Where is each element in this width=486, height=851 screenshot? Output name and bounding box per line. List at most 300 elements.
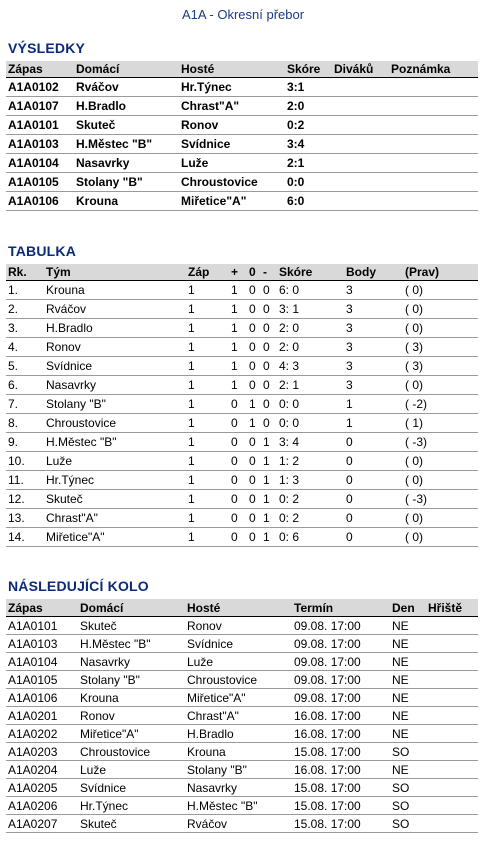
results-header-row: [6, 61, 478, 78]
standings-cell-rk: 14.: [6, 528, 44, 547]
standings-cell-0: 1: [247, 395, 261, 414]
standings-cell-rk: 3.: [6, 319, 44, 338]
standings-cell-zap: 1: [186, 357, 229, 376]
table-row: [6, 376, 478, 395]
standings-cell-col-3: 0: [229, 433, 247, 452]
results-cell-skore: 6:0: [285, 192, 332, 211]
standings-cell-prav: ( -3): [403, 490, 478, 509]
fixtures-cell-den: NE: [390, 707, 426, 725]
standings-cell-0: 0: [247, 300, 261, 319]
results-cell-poznamka: [389, 97, 478, 116]
fixtures-cell-zapas: A1A0205: [6, 779, 78, 797]
fixtures-cell-den: SO: [390, 797, 426, 815]
standings-cell-skore: 1: 2: [277, 452, 344, 471]
results-cell-skore: 2:0: [285, 97, 332, 116]
standings-cell-body: 0: [344, 528, 403, 547]
standings-cell-0: 0: [247, 528, 261, 547]
standings-cell-skore: 0: 0: [277, 414, 344, 433]
standings-cell-col-3: 0: [229, 509, 247, 528]
standings-col-body: Body: [344, 264, 403, 281]
fixtures-cell-hoste: Rváčov: [185, 815, 292, 833]
fixtures-cell-domaci: Skuteč: [78, 617, 185, 635]
table-row: [6, 154, 478, 173]
results-cell-divaku: [332, 192, 389, 211]
standings-cell-tym: Ronov: [44, 338, 186, 357]
fixtures-cell-den: NE: [390, 671, 426, 689]
results-cell-hoste: Chroustovice: [179, 173, 285, 192]
standings-cell-col-5: 0: [261, 395, 277, 414]
standings-cell-skore: 0: 0: [277, 395, 344, 414]
fixtures-cell-termin: 09.08. 17:00: [292, 653, 390, 671]
table-row: [6, 433, 478, 452]
standings-cell-col-3: 0: [229, 395, 247, 414]
standings-cell-col-5: 0: [261, 300, 277, 319]
results-cell-divaku: [332, 173, 389, 192]
standings-cell-0: 0: [247, 319, 261, 338]
standings-cell-skore: 6: 0: [277, 281, 344, 300]
standings-cell-rk: 7.: [6, 395, 44, 414]
fixtures-cell-hoste: Krouna: [185, 743, 292, 761]
standings-table: [6, 264, 478, 547]
table-row: [6, 635, 478, 653]
standings-cell-col-5: 1: [261, 471, 277, 490]
results-cell-domaci: Nasavrky: [74, 154, 179, 173]
standings-cell-prav: ( 0): [403, 509, 478, 528]
table-row: [6, 135, 478, 154]
standings-cell-tym: H.Městec "B": [44, 433, 186, 452]
fixtures-cell-hriste: [426, 617, 478, 635]
standings-cell-body: 1: [344, 414, 403, 433]
table-row: [6, 743, 478, 761]
standings-cell-0: 0: [247, 452, 261, 471]
standings-cell-0: 0: [247, 509, 261, 528]
results-cell-divaku: [332, 116, 389, 135]
standings-cell-prav: ( -3): [403, 433, 478, 452]
standings-cell-col-3: 0: [229, 490, 247, 509]
standings-cell-col-5: 0: [261, 357, 277, 376]
fixtures-cell-hoste: Svídnice: [185, 635, 292, 653]
standings-cell-rk: 5.: [6, 357, 44, 376]
results-cell-domaci: H.Bradlo: [74, 97, 179, 116]
standings-col-tym: Tým: [44, 264, 186, 281]
fixtures-cell-den: NE: [390, 761, 426, 779]
standings-cell-tym: Miřetice"A": [44, 528, 186, 547]
standings-cell-body: 3: [344, 357, 403, 376]
standings-cell-zap: 1: [186, 281, 229, 300]
fixtures-cell-domaci: Svídnice: [78, 779, 185, 797]
standings-cell-col-3: 0: [229, 452, 247, 471]
results-cell-divaku: [332, 135, 389, 154]
results-col-zapas: Zápas: [6, 61, 74, 78]
results-col-hoste: Hosté: [179, 61, 285, 78]
fixtures-cell-termin: 09.08. 17:00: [292, 671, 390, 689]
standings-cell-prav: ( 3): [403, 338, 478, 357]
fixtures-cell-hriste: [426, 797, 478, 815]
fixtures-cell-termin: 15.08. 17:00: [292, 743, 390, 761]
fixtures-cell-termin: 16.08. 17:00: [292, 761, 390, 779]
fixtures-header-row: [6, 599, 478, 617]
table-row: [6, 815, 478, 833]
standings-cell-body: 0: [344, 490, 403, 509]
fixtures-cell-termin: 15.08. 17:00: [292, 779, 390, 797]
standings-cell-tym: Chrast"A": [44, 509, 186, 528]
fixtures-col-hoste: Hosté: [185, 599, 292, 617]
fixtures-cell-hoste: Nasavrky: [185, 779, 292, 797]
fixtures-cell-termin: 09.08. 17:00: [292, 635, 390, 653]
table-row: [6, 761, 478, 779]
standings-cell-0: 0: [247, 471, 261, 490]
results-cell-zapas: A1A0103: [6, 135, 74, 154]
standings-cell-body: 3: [344, 319, 403, 338]
standings-cell-col-3: 1: [229, 281, 247, 300]
standings-col-prav: (Prav): [403, 264, 478, 281]
standings-cell-skore: 3: 4: [277, 433, 344, 452]
standings-cell-prav: ( 1): [403, 414, 478, 433]
table-row: [6, 395, 478, 414]
standings-cell-zap: 1: [186, 452, 229, 471]
table-row: [6, 97, 478, 116]
table-row: [6, 338, 478, 357]
results-cell-domaci: H.Městec "B": [74, 135, 179, 154]
standings-cell-tym: Stolany "B": [44, 395, 186, 414]
fixtures-cell-domaci: Chroustovice: [78, 743, 185, 761]
standings-cell-rk: 13.: [6, 509, 44, 528]
fixtures-cell-hriste: [426, 707, 478, 725]
standings-cell-col-5: 1: [261, 433, 277, 452]
results-cell-domaci: Rváčov: [74, 78, 179, 97]
fixtures-cell-hoste: Chrast"A": [185, 707, 292, 725]
fixtures-cell-zapas: A1A0105: [6, 671, 78, 689]
results-cell-poznamka: [389, 173, 478, 192]
standings-cell-col-3: 1: [229, 357, 247, 376]
standings-cell-skore: 0: 2: [277, 509, 344, 528]
fixtures-cell-termin: 09.08. 17:00: [292, 617, 390, 635]
fixtures-cell-domaci: H.Městec "B": [78, 635, 185, 653]
standings-cell-body: 0: [344, 452, 403, 471]
standings-cell-zap: 1: [186, 395, 229, 414]
results-table: [6, 61, 478, 211]
results-cell-zapas: A1A0102: [6, 78, 74, 97]
standings-cell-tym: Krouna: [44, 281, 186, 300]
standings-cell-skore: 1: 3: [277, 471, 344, 490]
standings-cell-rk: 10.: [6, 452, 44, 471]
results-cell-divaku: [332, 97, 389, 116]
table-row: [6, 319, 478, 338]
standings-cell-zap: 1: [186, 376, 229, 395]
fixtures-cell-zapas: A1A0106: [6, 689, 78, 707]
table-row: [6, 707, 478, 725]
fixtures-col-domaci: Domácí: [78, 599, 185, 617]
table-row: [6, 797, 478, 815]
fixtures-cell-hoste: Luže: [185, 653, 292, 671]
table-row: [6, 173, 478, 192]
fixtures-cell-den: SO: [390, 743, 426, 761]
fixtures-col-termin: Termín: [292, 599, 390, 617]
standings-cell-col-3: 1: [229, 300, 247, 319]
standings-cell-prav: ( 0): [403, 319, 478, 338]
fixtures-cell-hoste: Ronov: [185, 617, 292, 635]
results-cell-hoste: Luže: [179, 154, 285, 173]
results-col-skore: Skóre: [285, 61, 332, 78]
fixtures-cell-termin: 15.08. 17:00: [292, 797, 390, 815]
fixtures-cell-den: NE: [390, 689, 426, 707]
standings-cell-tym: Nasavrky: [44, 376, 186, 395]
fixtures-cell-zapas: A1A0104: [6, 653, 78, 671]
standings-cell-skore: 0: 2: [277, 490, 344, 509]
standings-cell-0: 0: [247, 281, 261, 300]
fixtures-cell-domaci: Krouna: [78, 689, 185, 707]
fixtures-cell-hoste: Miřetice"A": [185, 689, 292, 707]
standings-cell-body: 3: [344, 281, 403, 300]
table-row: [6, 653, 478, 671]
results-cell-hoste: Ronov: [179, 116, 285, 135]
standings-cell-rk: 6.: [6, 376, 44, 395]
results-cell-hoste: Miřetice"A": [179, 192, 285, 211]
fixtures-cell-hriste: [426, 725, 478, 743]
standings-cell-zap: 1: [186, 319, 229, 338]
standings-cell-0: 0: [247, 357, 261, 376]
results-cell-poznamka: [389, 135, 478, 154]
fixtures-cell-zapas: A1A0206: [6, 797, 78, 815]
standings-cell-skore: 4: 3: [277, 357, 344, 376]
results-cell-domaci: Skuteč: [74, 116, 179, 135]
fixtures-cell-termin: 15.08. 17:00: [292, 815, 390, 833]
standings-cell-tym: Luže: [44, 452, 186, 471]
fixtures-cell-zapas: A1A0103: [6, 635, 78, 653]
fixtures-cell-domaci: Ronov: [78, 707, 185, 725]
table-row: [6, 528, 478, 547]
fixtures-cell-domaci: Luže: [78, 761, 185, 779]
results-cell-domaci: Stolany "B": [74, 173, 179, 192]
fixtures-cell-zapas: A1A0201: [6, 707, 78, 725]
results-cell-zapas: A1A0104: [6, 154, 74, 173]
fixtures-table: [6, 599, 478, 833]
fixtures-cell-zapas: A1A0202: [6, 725, 78, 743]
standings-cell-col-5: 0: [261, 281, 277, 300]
standings-cell-col-5: 1: [261, 452, 277, 471]
standings-cell-zap: 1: [186, 509, 229, 528]
results-cell-skore: 3:1: [285, 78, 332, 97]
fixtures-cell-zapas: A1A0101: [6, 617, 78, 635]
standings-col-col-5: -: [261, 264, 277, 281]
fixtures-cell-den: NE: [390, 617, 426, 635]
fixtures-cell-hriste: [426, 815, 478, 833]
results-cell-divaku: [332, 78, 389, 97]
standings-cell-skore: 2: 0: [277, 319, 344, 338]
standings-cell-prav: ( 3): [403, 357, 478, 376]
fixtures-cell-den: SO: [390, 779, 426, 797]
standings-cell-col-5: 0: [261, 338, 277, 357]
fixtures-cell-termin: 09.08. 17:00: [292, 689, 390, 707]
standings-cell-prav: ( 0): [403, 281, 478, 300]
standings-cell-col-5: 1: [261, 509, 277, 528]
standings-cell-0: 1: [247, 414, 261, 433]
standings-cell-col-3: 1: [229, 338, 247, 357]
fixtures-cell-hoste: Stolany "B": [185, 761, 292, 779]
fixtures-cell-hriste: [426, 671, 478, 689]
standings-cell-rk: 4.: [6, 338, 44, 357]
results-cell-poznamka: [389, 116, 478, 135]
standings-cell-body: 3: [344, 376, 403, 395]
table-row: [6, 281, 478, 300]
standings-cell-body: 0: [344, 471, 403, 490]
standings-cell-rk: 9.: [6, 433, 44, 452]
fixtures-col-den: Den: [390, 599, 426, 617]
standings-cell-tym: Hr.Týnec: [44, 471, 186, 490]
fixtures-cell-hriste: [426, 779, 478, 797]
table-row: [6, 509, 478, 528]
fixtures-cell-domaci: Miřetice"A": [78, 725, 185, 743]
standings-cell-col-5: 0: [261, 376, 277, 395]
standings-cell-col-5: 1: [261, 490, 277, 509]
standings-cell-0: 0: [247, 338, 261, 357]
table-row: [6, 78, 478, 97]
fixtures-cell-termin: 16.08. 17:00: [292, 707, 390, 725]
fixtures-cell-domaci: Nasavrky: [78, 653, 185, 671]
fixtures-cell-den: SO: [390, 815, 426, 833]
standings-cell-tym: Skuteč: [44, 490, 186, 509]
standings-cell-skore: 3: 1: [277, 300, 344, 319]
table-row: [6, 116, 478, 135]
fixtures-cell-den: NE: [390, 653, 426, 671]
standings-col-rk: Rk.: [6, 264, 44, 281]
fixtures-cell-hoste: Chroustovice: [185, 671, 292, 689]
fixtures-cell-hoste: H.Městec "B": [185, 797, 292, 815]
standings-cell-prav: ( -2): [403, 395, 478, 414]
standings-cell-prav: ( 0): [403, 376, 478, 395]
table-row: [6, 300, 478, 319]
standings-col-col-3: +: [229, 264, 247, 281]
results-cell-poznamka: [389, 192, 478, 211]
fixtures-col-zapas: Zápas: [6, 599, 78, 617]
page-title: A1A - Okresní přebor: [181, 7, 305, 22]
fixtures-cell-hriste: [426, 689, 478, 707]
standings-cell-tym: Svídnice: [44, 357, 186, 376]
standings-cell-0: 0: [247, 433, 261, 452]
results-cell-zapas: A1A0105: [6, 173, 74, 192]
standings-cell-prav: ( 0): [403, 452, 478, 471]
standings-cell-body: 0: [344, 509, 403, 528]
standings-cell-body: 0: [344, 433, 403, 452]
standings-cell-rk: 2.: [6, 300, 44, 319]
standings-cell-tym: H.Bradlo: [44, 319, 186, 338]
standings-cell-zap: 1: [186, 528, 229, 547]
standings-cell-rk: 12.: [6, 490, 44, 509]
standings-cell-0: 0: [247, 490, 261, 509]
results-cell-hoste: Svídnice: [179, 135, 285, 154]
fixtures-cell-hoste: H.Bradlo: [185, 725, 292, 743]
table-row: [6, 689, 478, 707]
fixtures-cell-domaci: Skuteč: [78, 815, 185, 833]
table-row: [6, 725, 478, 743]
table-row: [6, 671, 478, 689]
standings-cell-0: 0: [247, 376, 261, 395]
standings-cell-rk: 11.: [6, 471, 44, 490]
standings-header-row: [6, 264, 478, 281]
results-cell-zapas: A1A0106: [6, 192, 74, 211]
results-cell-skore: 0:2: [285, 116, 332, 135]
standings-cell-col-3: 0: [229, 414, 247, 433]
results-cell-hoste: Chrast"A": [179, 97, 285, 116]
standings-cell-skore: 2: 1: [277, 376, 344, 395]
standings-cell-zap: 1: [186, 414, 229, 433]
fixtures-cell-zapas: A1A0207: [6, 815, 78, 833]
results-cell-zapas: A1A0107: [6, 97, 74, 116]
standings-cell-zap: 1: [186, 338, 229, 357]
fixtures-cell-zapas: A1A0203: [6, 743, 78, 761]
standings-cell-prav: ( 0): [403, 471, 478, 490]
standings-cell-zap: 1: [186, 471, 229, 490]
fixtures-col-hriste: Hřiště: [426, 599, 478, 617]
fixtures-cell-zapas: A1A0204: [6, 761, 78, 779]
standings-col-skore: Skóre: [277, 264, 344, 281]
results-col-domaci: Domácí: [74, 61, 179, 78]
results-cell-divaku: [332, 154, 389, 173]
results-cell-zapas: A1A0101: [6, 116, 74, 135]
results-cell-hoste: Hr.Týnec: [179, 78, 285, 97]
standings-cell-zap: 1: [186, 300, 229, 319]
table-row: [6, 779, 478, 797]
standings-cell-skore: 2: 0: [277, 338, 344, 357]
standings-cell-rk: 1.: [6, 281, 44, 300]
standings-cell-body: 3: [344, 338, 403, 357]
fixtures-cell-termin: 16.08. 17:00: [292, 725, 390, 743]
results-cell-poznamka: [389, 78, 478, 97]
table-row: [6, 490, 478, 509]
results-cell-skore: 2:1: [285, 154, 332, 173]
standings-cell-prav: ( 0): [403, 300, 478, 319]
fixtures-cell-domaci: Stolany "B": [78, 671, 185, 689]
table-row: [6, 414, 478, 433]
standings-cell-col-3: 0: [229, 471, 247, 490]
standings-cell-col-3: 0: [229, 528, 247, 547]
results-cell-skore: 0:0: [285, 173, 332, 192]
standings-cell-tym: Rváčov: [44, 300, 186, 319]
standings-cell-skore: 0: 6: [277, 528, 344, 547]
standings-cell-zap: 1: [186, 490, 229, 509]
standings-col-zap: Záp: [186, 264, 229, 281]
table-row: [6, 452, 478, 471]
results-cell-skore: 3:4: [285, 135, 332, 154]
standings-cell-rk: 8.: [6, 414, 44, 433]
results-col-poznamka: Poznámka: [389, 61, 478, 78]
fixtures-cell-hriste: [426, 743, 478, 761]
fixtures-cell-hriste: [426, 653, 478, 671]
table-row: [6, 192, 478, 211]
table-row: [6, 617, 478, 635]
standings-cell-tym: Chroustovice: [44, 414, 186, 433]
fixtures-heading: NÁSLEDUJÍCÍ KOLO: [8, 578, 149, 594]
fixtures-cell-den: NE: [390, 725, 426, 743]
standings-cell-col-5: 0: [261, 414, 277, 433]
results-heading: VÝSLEDKY: [8, 40, 86, 56]
standings-col-0: 0: [247, 264, 261, 281]
table-row: [6, 471, 478, 490]
results-cell-domaci: Krouna: [74, 192, 179, 211]
standings-cell-prav: ( 0): [403, 528, 478, 547]
fixtures-cell-den: NE: [390, 635, 426, 653]
fixtures-cell-hriste: [426, 761, 478, 779]
standings-cell-col-5: 0: [261, 319, 277, 338]
standings-cell-zap: 1: [186, 433, 229, 452]
results-cell-poznamka: [389, 154, 478, 173]
results-col-divaku: Diváků: [332, 61, 389, 78]
standings-cell-col-3: 1: [229, 376, 247, 395]
standings-heading: TABULKA: [8, 243, 77, 259]
standings-cell-body: 3: [344, 300, 403, 319]
fixtures-cell-hriste: [426, 635, 478, 653]
standings-cell-col-3: 1: [229, 319, 247, 338]
